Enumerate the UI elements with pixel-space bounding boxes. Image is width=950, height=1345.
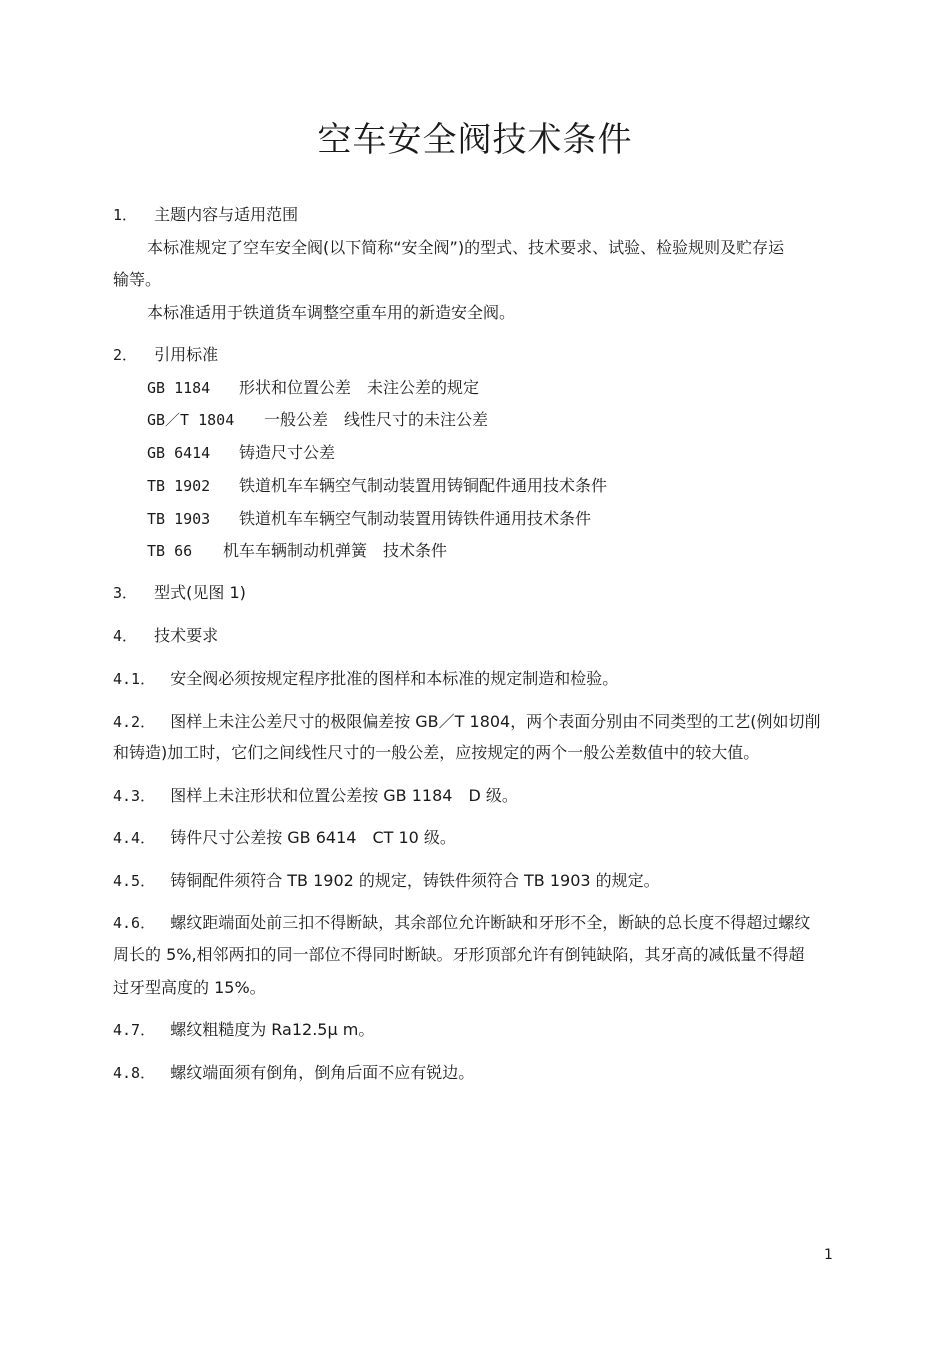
clause-continuation: 过牙型高度的 15%。 — [113, 978, 266, 997]
reference-item — [147, 508, 591, 530]
clause-number: 4.1． — [113, 670, 156, 688]
clause-4-4 — [113, 827, 456, 849]
section-2-heading — [113, 344, 218, 366]
section-3-heading — [113, 582, 246, 604]
section-title: 主题内容与适用范围 — [154, 205, 299, 224]
clause-4-3 — [113, 785, 518, 807]
paragraph-line: 输等。 — [113, 270, 162, 289]
clause-text: 螺纹粗糙度为 Ra12.5μ m。 — [170, 1020, 375, 1039]
reference-code: GB 1184 — [147, 379, 211, 397]
paragraph-line: 本标准规定了空车安全阀(以下简称“安全阀”)的型式、技术要求、试验、检验规则及贮存运 — [147, 238, 785, 257]
clause-text: 螺纹端面须有倒角，倒角后面不应有锐边。 — [170, 1063, 475, 1082]
section-number: 2． — [113, 346, 138, 364]
clause-text: 安全阀必须按规定程序批准的图样和本标准的规定制造和检验。 — [170, 669, 619, 688]
clause-text: 图样上未注形状和位置公差按 GB 1184 D 级。 — [170, 786, 518, 805]
reference-item — [147, 540, 447, 562]
reference-title: 铁道机车车辆空气制动装置用铸铜配件通用技术条件 — [239, 476, 608, 495]
clause-text: 铸铜配件须符合 TB 1902 的规定，铸铁件须符合 TB 1903 的规定。 — [170, 871, 660, 890]
clause-text: 螺纹距端面处前三扣不得断缺，其余部位允许断缺和牙形不全，断缺的总长度不得超过螺纹 — [170, 913, 811, 932]
clause-4-1 — [113, 668, 618, 690]
reference-code: GB 6414 — [147, 444, 211, 462]
reference-code: TB 1902 — [147, 477, 211, 495]
clause-number: 4.8． — [113, 1064, 156, 1082]
section-number: 1． — [113, 206, 138, 224]
clause-4-5 — [113, 870, 660, 892]
reference-item — [147, 442, 335, 464]
clause-number: 4.4． — [113, 829, 156, 847]
reference-title: 机车车辆制动机弹簧 技术条件 — [223, 541, 448, 560]
clause-number: 4.3． — [113, 787, 156, 805]
clause-text: 图样上未注公差尺寸的极限偏差按 GB／T 1804，两个表面分别由不同类型的工艺(例如切削 — [170, 712, 821, 731]
paragraph-line: 本标准适用于铁道货车调整空重车用的新造安全阀。 — [147, 303, 516, 322]
clause-continuation: 周长的 5%,相邻两扣的同一部位不得同时断缺。牙形顶部允许有倒钝缺陷，其牙高的减低量不得超 — [113, 945, 805, 964]
section-1-heading — [113, 204, 298, 226]
section-4-heading — [113, 625, 218, 647]
reference-item — [147, 377, 479, 399]
reference-code: TB 1903 — [147, 510, 211, 528]
clause-4-7 — [113, 1019, 374, 1041]
clause-text: 铸件尺寸公差按 GB 6414 CT 10 级。 — [170, 828, 456, 847]
page-number: 1 — [824, 1247, 833, 1263]
section-title: 型式(见图 1) — [154, 583, 246, 602]
reference-item — [147, 409, 488, 431]
clause-number: 4.6． — [113, 914, 156, 932]
reference-code: TB 66 — [147, 542, 193, 560]
clause-number: 4.7． — [113, 1021, 156, 1039]
clause-4-8 — [113, 1062, 474, 1084]
section-number: 4． — [113, 627, 138, 645]
clause-number: 4.5． — [113, 872, 156, 890]
clause-4-6 — [113, 912, 810, 934]
reference-title: 铸造尺寸公差 — [239, 443, 336, 462]
reference-item — [147, 475, 607, 497]
reference-code: GB／T 1804 — [147, 411, 235, 429]
reference-title: 形状和位置公差 未注公差的规定 — [239, 378, 480, 397]
clause-number: 4.2． — [113, 713, 156, 731]
section-title: 引用标准 — [154, 345, 219, 364]
reference-title: 铁道机车车辆空气制动装置用铸铁件通用技术条件 — [239, 509, 592, 528]
reference-title: 一般公差 线性尺寸的未注公差 — [264, 410, 489, 429]
document-title: 空车安全阀技术条件 — [317, 120, 633, 160]
clause-continuation: 和铸造)加工时，它们之间线性尺寸的一般公差，应按规定的两个一般公差数值中的较大值。 — [113, 743, 760, 762]
clause-4-2 — [113, 711, 820, 733]
section-number: 3． — [113, 584, 138, 602]
section-title: 技术要求 — [154, 626, 219, 645]
